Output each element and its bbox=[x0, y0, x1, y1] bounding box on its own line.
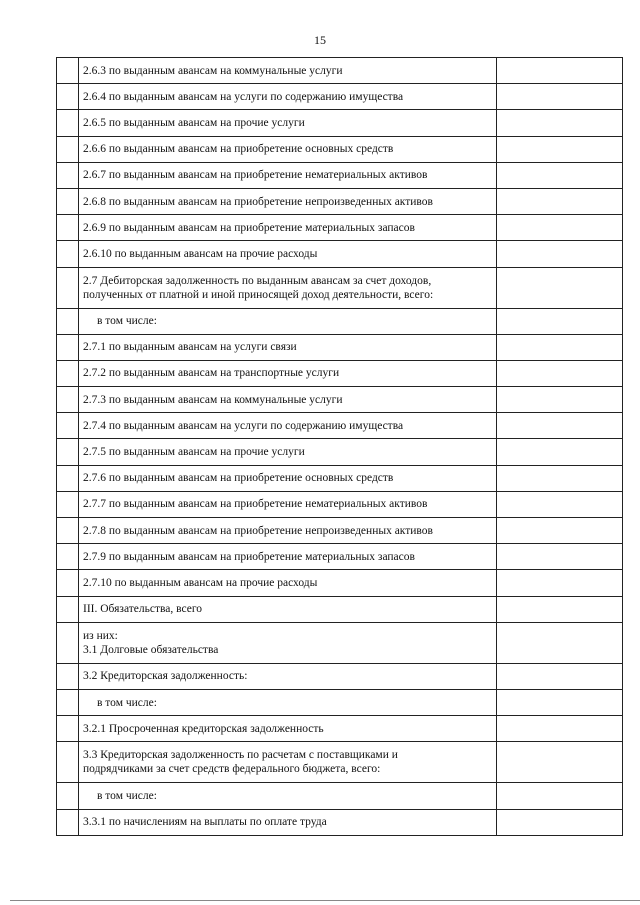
indicator-cell bbox=[79, 783, 497, 809]
table-row bbox=[57, 544, 623, 570]
indicator-label: 2.7 Дебиторская задолженность по выданным авансам за счет доходов, bbox=[83, 274, 432, 287]
indicator-cell bbox=[79, 162, 497, 188]
indicator-label: 2.7.8 по выданным авансам на приобретение непроизведенных активов bbox=[83, 524, 433, 537]
index-cell bbox=[57, 596, 79, 622]
table-row bbox=[57, 360, 623, 386]
table-row bbox=[57, 809, 623, 835]
table-row bbox=[57, 215, 623, 241]
index-cell bbox=[57, 215, 79, 241]
indicator-label: 2.6.6 по выданным авансам на приобретение основных средств bbox=[83, 143, 394, 156]
value-cell bbox=[497, 136, 623, 162]
value-cell bbox=[497, 570, 623, 596]
table-row bbox=[57, 622, 623, 663]
value-cell bbox=[497, 783, 623, 809]
indicator-label: 2.6.5 по выданным авансам на прочие услуги bbox=[83, 116, 305, 129]
value-cell bbox=[497, 491, 623, 517]
value-cell bbox=[497, 387, 623, 413]
value-cell bbox=[497, 742, 623, 783]
table-row bbox=[57, 689, 623, 715]
value-cell bbox=[497, 716, 623, 742]
indicator-cell bbox=[79, 465, 497, 491]
value-cell bbox=[497, 308, 623, 334]
value-cell bbox=[497, 518, 623, 544]
indicator-cell bbox=[79, 663, 497, 689]
value-cell bbox=[497, 596, 623, 622]
index-cell bbox=[57, 809, 79, 835]
index-cell bbox=[57, 689, 79, 715]
indicator-label: 3.2.1 Просроченная кредиторская задолженность bbox=[83, 722, 324, 735]
indicator-cell bbox=[79, 241, 497, 267]
index-cell bbox=[57, 267, 79, 308]
index-cell bbox=[57, 663, 79, 689]
indicator-label: 2.6.9 по выданным авансам на приобретение материальных запасов bbox=[83, 221, 415, 234]
indicator-label: в том числе: bbox=[97, 789, 157, 802]
indicator-cell bbox=[79, 716, 497, 742]
value-cell bbox=[497, 809, 623, 835]
value-cell bbox=[497, 413, 623, 439]
indicator-label: 2.6.3 по выданным авансам на коммунальные услуги bbox=[83, 64, 343, 77]
value-cell bbox=[497, 215, 623, 241]
index-cell bbox=[57, 241, 79, 267]
indicator-cell bbox=[79, 308, 497, 334]
table-row bbox=[57, 742, 623, 783]
indicator-cell bbox=[79, 110, 497, 136]
indicator-label: 3.3.1 по начислениям на выплаты по оплате труда bbox=[83, 816, 327, 829]
indicator-label: 2.6.10 по выданным авансам на прочие расходы bbox=[83, 247, 318, 260]
index-cell bbox=[57, 716, 79, 742]
indicator-cell bbox=[79, 596, 497, 622]
index-cell bbox=[57, 387, 79, 413]
value-cell bbox=[497, 267, 623, 308]
indicator-label: 2.7.4 по выданным авансам на услуги по содержанию имущества bbox=[83, 419, 404, 432]
value-cell bbox=[497, 334, 623, 360]
value-cell bbox=[497, 689, 623, 715]
indicator-label: 2.7.7 по выданным авансам на приобретение нематериальных активов bbox=[83, 498, 428, 511]
index-cell bbox=[57, 110, 79, 136]
table-row bbox=[57, 162, 623, 188]
index-cell bbox=[57, 783, 79, 809]
value-cell bbox=[497, 360, 623, 386]
index-cell bbox=[57, 544, 79, 570]
indicator-cell bbox=[79, 136, 497, 162]
indicator-cell bbox=[79, 518, 497, 544]
indicator-label-continued: 3.1 Долговые обязательства bbox=[83, 643, 219, 656]
indicator-cell bbox=[79, 84, 497, 110]
table-row bbox=[57, 58, 623, 84]
value-cell bbox=[497, 188, 623, 214]
scan-edge-line bbox=[10, 900, 640, 901]
indicator-label: в том числе: bbox=[97, 315, 157, 328]
table-row bbox=[57, 334, 623, 360]
table-row bbox=[57, 783, 623, 809]
index-cell bbox=[57, 188, 79, 214]
indicator-label: 2.7.9 по выданным авансам на приобретение материальных запасов bbox=[83, 550, 415, 563]
value-cell bbox=[497, 58, 623, 84]
indicator-cell bbox=[79, 622, 497, 663]
index-cell bbox=[57, 491, 79, 517]
indicator-label: 2.6.4 по выданным авансам на услуги по содержанию имущества bbox=[83, 90, 404, 103]
table-row bbox=[57, 136, 623, 162]
indicator-label: 2.7.10 по выданным авансам на прочие расходы bbox=[83, 576, 318, 589]
indicator-label: из них: bbox=[83, 629, 118, 642]
value-cell bbox=[497, 663, 623, 689]
index-cell bbox=[57, 360, 79, 386]
indicator-cell bbox=[79, 360, 497, 386]
indicator-label: 2.7.2 по выданным авансам на транспортные услуги bbox=[83, 367, 340, 380]
indicator-cell bbox=[79, 188, 497, 214]
value-cell bbox=[497, 544, 623, 570]
indicator-cell bbox=[79, 334, 497, 360]
indicator-label: 3.3 Кредиторская задолженность по расчетам с поставщиками и bbox=[83, 749, 398, 762]
value-cell bbox=[497, 439, 623, 465]
indicator-label: в том числе: bbox=[97, 696, 157, 709]
indicator-label: 2.6.7 по выданным авансам на приобретение нематериальных активов bbox=[83, 169, 428, 182]
value-cell bbox=[497, 162, 623, 188]
table-row bbox=[57, 663, 623, 689]
indicator-label: 3.2 Кредиторская задолженность: bbox=[83, 670, 248, 683]
table-row bbox=[57, 188, 623, 214]
index-cell bbox=[57, 518, 79, 544]
table-row bbox=[57, 518, 623, 544]
indicator-label: III. Обязательства, всего bbox=[83, 603, 203, 616]
indicators-table bbox=[56, 57, 623, 836]
indicator-cell bbox=[79, 267, 497, 308]
indicator-cell bbox=[79, 491, 497, 517]
index-cell bbox=[57, 308, 79, 334]
value-cell bbox=[497, 110, 623, 136]
indicator-label: 2.7.3 по выданным авансам на коммунальные услуги bbox=[83, 393, 343, 406]
value-cell bbox=[497, 465, 623, 491]
value-cell bbox=[497, 241, 623, 267]
index-cell bbox=[57, 162, 79, 188]
indicator-label-continued: полученных от платной и иной приносящей доход деятельности, всего: bbox=[83, 288, 434, 301]
indicator-cell bbox=[79, 809, 497, 835]
table-row bbox=[57, 84, 623, 110]
index-cell bbox=[57, 439, 79, 465]
index-cell bbox=[57, 84, 79, 110]
indicator-cell bbox=[79, 215, 497, 241]
indicator-cell bbox=[79, 58, 497, 84]
table-row bbox=[57, 387, 623, 413]
table-row bbox=[57, 241, 623, 267]
index-cell bbox=[57, 58, 79, 84]
table-row bbox=[57, 110, 623, 136]
table-row bbox=[57, 716, 623, 742]
table-row bbox=[57, 596, 623, 622]
indicator-cell bbox=[79, 387, 497, 413]
indicator-cell bbox=[79, 544, 497, 570]
index-cell bbox=[57, 622, 79, 663]
indicator-cell bbox=[79, 570, 497, 596]
index-cell bbox=[57, 413, 79, 439]
index-cell bbox=[57, 465, 79, 491]
table-row bbox=[57, 491, 623, 517]
indicator-cell bbox=[79, 742, 497, 783]
table-row bbox=[57, 570, 623, 596]
table-row bbox=[57, 465, 623, 491]
indicator-cell bbox=[79, 413, 497, 439]
index-cell bbox=[57, 334, 79, 360]
index-cell bbox=[57, 136, 79, 162]
index-cell bbox=[57, 742, 79, 783]
index-cell bbox=[57, 570, 79, 596]
indicator-cell bbox=[79, 689, 497, 715]
table-row bbox=[57, 439, 623, 465]
indicator-cell bbox=[79, 439, 497, 465]
value-cell bbox=[497, 84, 623, 110]
page-number: 15 bbox=[314, 33, 326, 47]
indicator-label: 2.7.1 по выданным авансам на услуги связи bbox=[83, 341, 297, 354]
table-row bbox=[57, 267, 623, 308]
indicator-label: 2.7.6 по выданным авансам на приобретение основных средств bbox=[83, 472, 394, 485]
indicator-label-continued: подрядчиками за счет средств федерального бюджета, всего: bbox=[83, 763, 381, 776]
table-row bbox=[57, 308, 623, 334]
indicator-label: 2.7.5 по выданным авансам на прочие услуги bbox=[83, 446, 305, 459]
value-cell bbox=[497, 622, 623, 663]
table-row bbox=[57, 413, 623, 439]
indicator-label: 2.6.8 по выданным авансам на приобретение непроизведенных активов bbox=[83, 195, 433, 208]
